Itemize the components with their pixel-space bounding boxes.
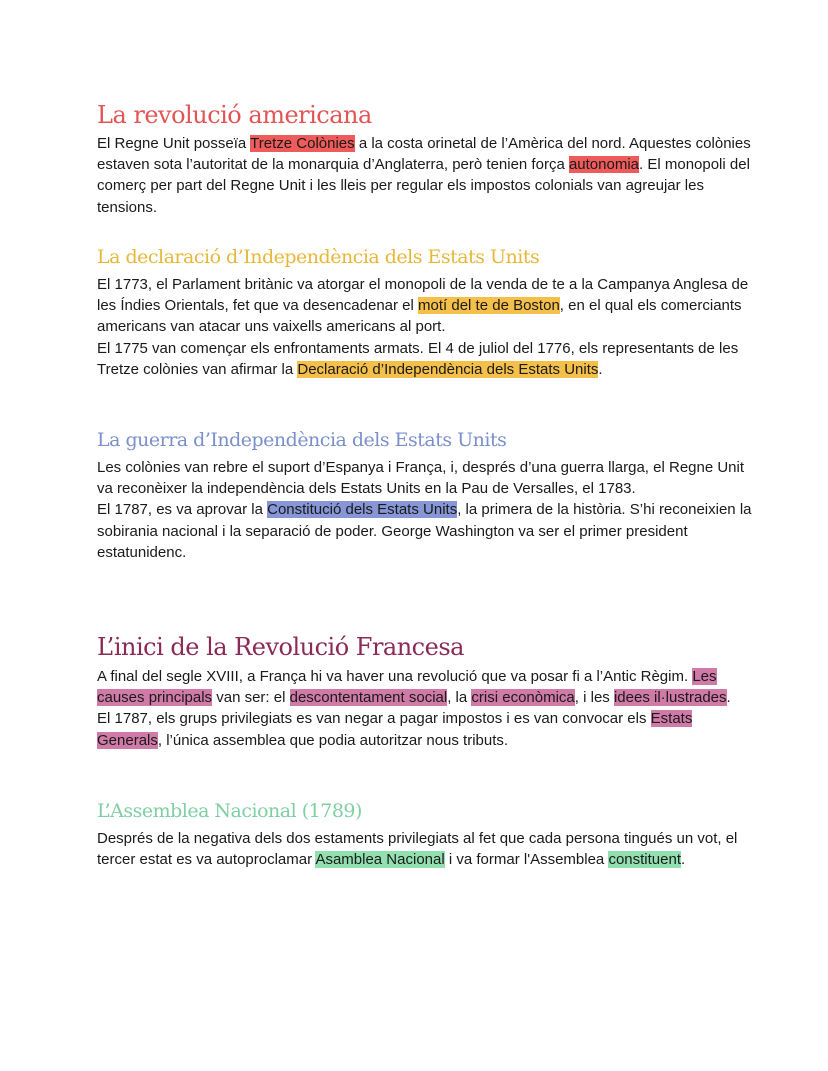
text-run: a la costa orinetal de l’Amèrica del nord. Aquestes colònies estaven sota l’autoritat de la monarquia d’Anglaterra, però tenien força xyxy=(97,135,751,174)
section-guerra-independencia xyxy=(97,427,757,563)
highlight-asamblea-nacional: Asamblea Nacional xyxy=(315,851,445,869)
text-run: Després de la negativa dels dos estaments privilegiats al fet que cada persona tingués un vot, el tercer estat es va autoproclamar xyxy=(97,830,738,869)
text-run: , en el qual els comerciants americans van atacar uns vaixells americans al port. xyxy=(97,297,742,336)
highlight-tretze-colonies: Tretze Colònies xyxy=(250,135,355,152)
paragraph xyxy=(97,274,757,338)
section-title: La guerra d’Independència dels Estats Units xyxy=(97,429,507,451)
highlight-constituent: constituent xyxy=(608,851,681,869)
paragraph xyxy=(97,338,757,380)
text-run: , l’única assemblea que podia autoritzar nous tributs. xyxy=(157,731,509,749)
highlight-autonomia: autonomia xyxy=(568,156,640,174)
paragraph xyxy=(97,457,757,499)
text-run: van ser: el xyxy=(212,689,290,707)
text-run: . El monopoli del comerç per part del Regne Unit i les lleis per regular els impostos colonials van agreujar les tensions. xyxy=(97,156,750,216)
highlight-moti-te-boston: motí del te de Boston xyxy=(418,297,560,315)
section-title: La revolució americana xyxy=(97,101,372,129)
highlight-declaracio-independencia: Declaració d’Independència dels Estats Units xyxy=(297,360,599,378)
highlight-crisi-economica: crisi econòmica xyxy=(471,689,575,707)
text-run: Les colònies van rebre el suport d’Espanya i França, i, després d’una guerra llarga, el Regne Unit va reconèixer la independència dels Estats Units en la Pau de Versalles, el 1783. xyxy=(97,459,745,498)
paragraph xyxy=(97,666,757,708)
text-run: El 1773, el Parlament britànic va atorgar el monopoli de la venda de te a la Campanya Anglesa de les Índies Orientals, fet que va desencadenar el xyxy=(97,276,749,315)
highlight-descontentament-social: descontentament social xyxy=(289,689,448,707)
highlight-estats-generals: Estats Generals xyxy=(97,710,693,749)
section-assemblea-nacional xyxy=(97,798,757,870)
text-run: . xyxy=(598,360,603,378)
text-run: i va formar l'Assemblea xyxy=(444,851,609,869)
section-title: La declaració d’Independència dels Estats Units xyxy=(97,246,540,268)
section-title: L’inici de la Revolució Francesa xyxy=(97,633,464,661)
text-run: , i les xyxy=(574,689,614,707)
text-run: , la primera de la història. S’hi reconeixien la sobirania nacional i la separació de poder. George Washington va ser el primer president estatunidenc. xyxy=(97,501,752,561)
text-run: El Regne Unit posseïa xyxy=(97,135,251,152)
highlight-idees-illustrades: idees il·lustrades xyxy=(613,689,727,707)
section-declaracio-independencia xyxy=(97,244,757,380)
paragraph xyxy=(97,499,757,563)
highlight-constitucio: Constitució dels Estats Units xyxy=(267,501,458,519)
text-run: A final del segle XVIII, a França hi va haver una revolució que va posar fi a l’Antic Règim. xyxy=(97,668,693,685)
highlight-causes-principals: Les causes principals xyxy=(97,668,717,707)
text-run: El 1787, es va aprovar la xyxy=(97,501,268,519)
section-revolucio-americana xyxy=(97,100,757,218)
text-run: . xyxy=(726,689,731,707)
text-run: . xyxy=(680,851,686,869)
text-run: El 1787, els grups privilegiats es van negar a pagar impostos i es van convocar els xyxy=(97,710,651,728)
text-run: , la xyxy=(447,689,472,707)
section-revolucio-francesa xyxy=(97,632,757,751)
paragraph xyxy=(97,708,757,750)
paragraph xyxy=(97,828,757,870)
section-title: L’Assemblea Nacional (1789) xyxy=(97,800,362,822)
text-run: El 1775 van començar els enfrontaments armats. El 4 de juliol del 1776, els representants de les Tretze colònies van afirmar la xyxy=(97,339,739,378)
paragraph xyxy=(97,133,757,218)
